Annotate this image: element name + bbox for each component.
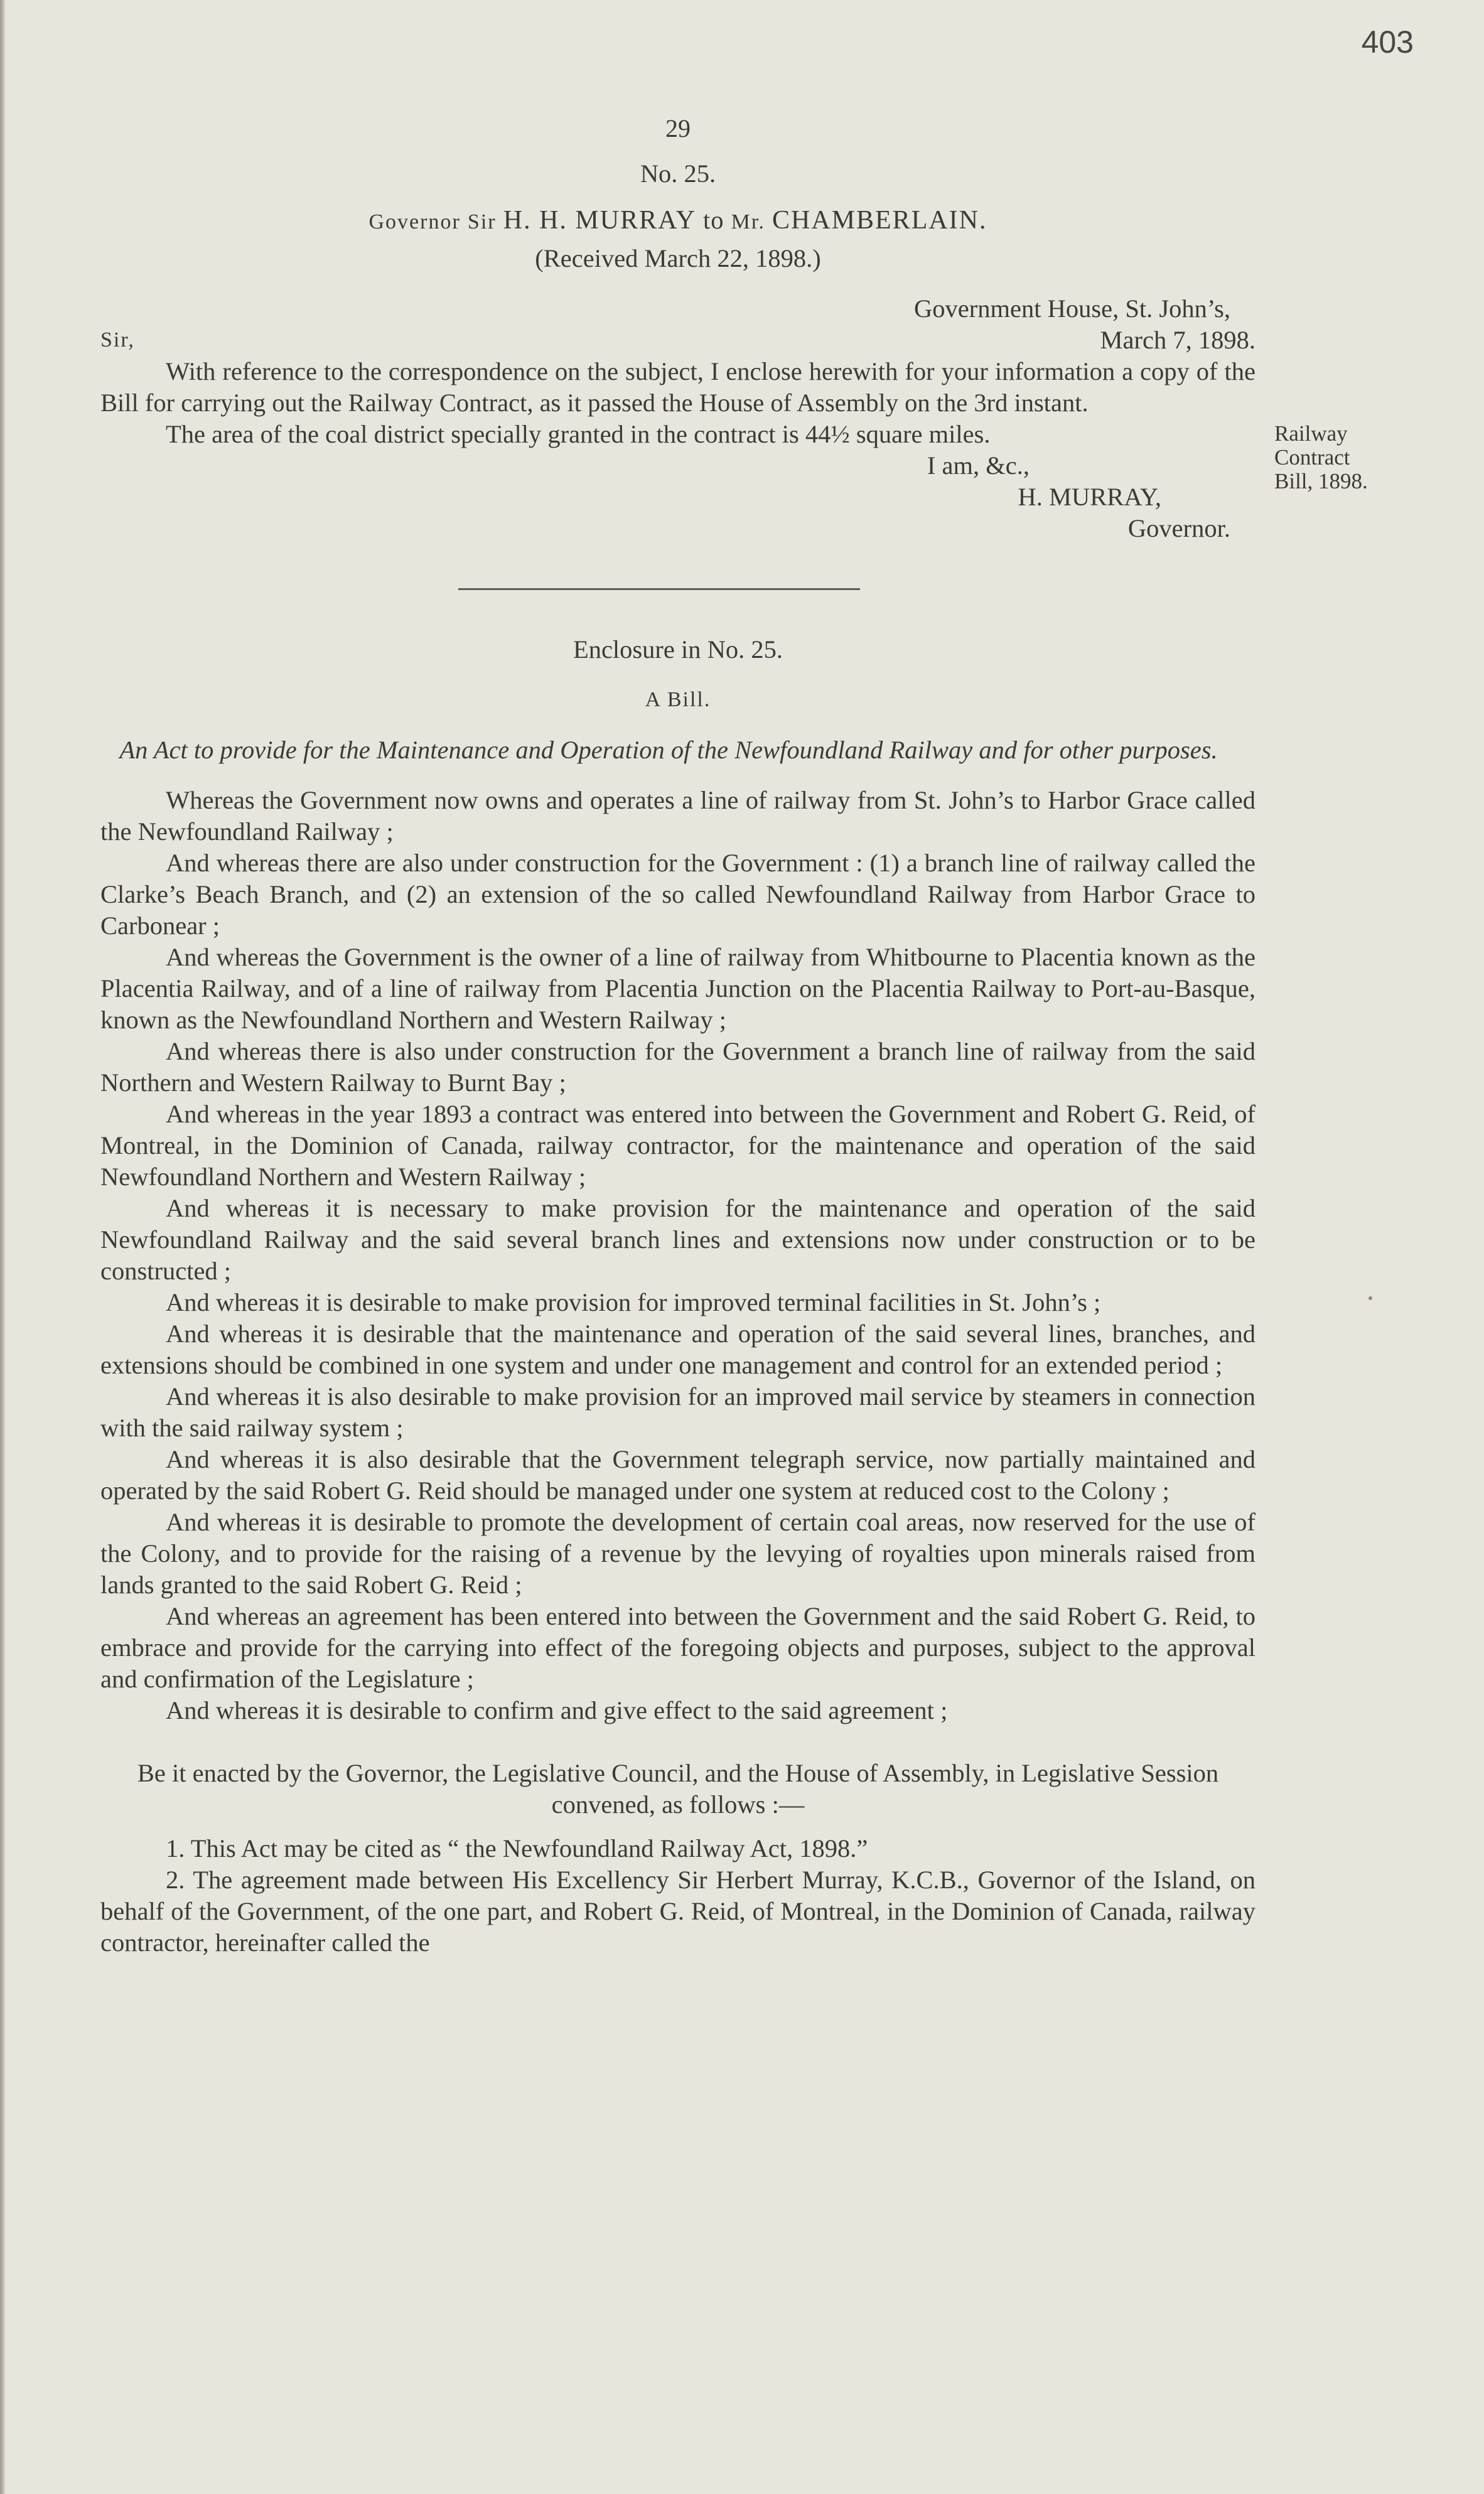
whereas-paragraph: And whereas the Government is the owner of a line of railway from Whitbourne to Placentia known as the Placentia Railway, and of a line of railway from Placentia Junction on the Placentia Railway to Port-au-Basque, known as the Newfoundland Northern and Western Railway ; [100, 943, 1255, 1034]
letter-paragraph: With reference to the correspondence on the subject, I enclose herewith for your information a copy of the Bill for carrying out the Railway Contract, as it passed the House of Assembly on the 3rd instant. [100, 357, 1255, 417]
heading-to: to [703, 206, 724, 234]
signature: H. MURRAY, [1018, 483, 1161, 511]
letter-paragraph: The area of the coal district specially granted in the contract is 44½ square miles. [166, 420, 991, 448]
margin-note [1274, 422, 1412, 493]
whereas-paragraph: Whereas the Government now owns and operates a line of railway from St. John’s to Harbor Grace called the Newfoundland Railway ; [100, 786, 1255, 846]
archive-page-number: 403 [1361, 24, 1414, 60]
sender-address: Government House, St. John’s, [914, 294, 1230, 323]
bill-heading: A Bill. [645, 688, 711, 711]
whereas-paragraph: And whereas there are also under construction for the Government : (1) a branch line of railway called the Clarke’s Beach Branch, and (2) an extension of the so called Newfoundland Railway from Harbor Grace to Carbonear ; [100, 849, 1255, 940]
spacer [100, 1726, 1255, 1758]
heading-sir: Sir [467, 210, 497, 234]
whereas-paragraph: And whereas it is also desirable that the Government telegraph service, now partially maintained and operated by the said Robert G. Reid should be managed under one system at reduced cost to the Colony ; [100, 1445, 1255, 1505]
whereas-paragraph: And whereas an agreement has been entered into between the Government and the said Robert G. Reid, to embrace and provide for the carrying into effect of the foregoing objects and purposes, subject to the approval and confirmation of the Legislature ; [100, 1602, 1255, 1693]
page-edge [0, 0, 5, 2494]
divider-rule [458, 588, 860, 590]
salutation-row [100, 325, 1255, 356]
whereas-paragraph: And whereas it is desirable to make provision for improved terminal facilities in St. John’s ; [166, 1288, 1101, 1316]
heading-recipient: CHAMBERLAIN. [772, 206, 987, 235]
whereas-paragraph: And whereas there is also under construction for the Government a branch line of railway from the said Northern and Western Railway to Burnt Bay ; [100, 1037, 1255, 1097]
paper-speck [1368, 1296, 1372, 1300]
section-paragraph: 2. The agreement made between His Excellency Sir Herbert Murray, K.C.B., Governor of the Island, on behalf of the Government, of the one part, and Robert G. Reid, of Montreal, in the Dominion of Canada, railway contractor, hereinafter called the [100, 1866, 1255, 1957]
whereas-paragraph: And whereas in the year 1893 a contract was entered into between the Government and Robert G. Reid, of Montreal, in the Dominion of Canada, railway contractor, for the maintenance and operation of the said Newfoundland Northern and Western Railway ; [100, 1100, 1255, 1191]
letter-date: March 7, 1898. [1100, 326, 1255, 354]
whereas-paragraph: And whereas it is desirable to promote the development of certain coal areas, now reserved for the use of the Colony, and to provide for the raising of a revenue by the levying of royalties upon minerals raised from lands granted to the said Robert G. Reid ; [100, 1508, 1255, 1599]
signature-title: Governor. [1127, 514, 1230, 542]
closing-line: I am, &c., [927, 451, 1030, 480]
whereas-paragraph: And whereas it is also desirable to make provision for an improved mail service by steamers in connection with the said railway system ; [100, 1382, 1255, 1442]
whereas-paragraph: And whereas it is necessary to make provision for the maintenance and operation of the said Newfoundland Railway and the said several branch lines and extensions now under construction or to be constructed ; [100, 1194, 1255, 1285]
margin-note-line: Railway [1274, 421, 1348, 446]
printed-page-number: 29 [665, 114, 691, 142]
enclosure-heading: Enclosure in No. 25. [573, 635, 783, 664]
act-title: An Act to provide for the Maintenance and Operation of the Newfoundland Railway and for other purposes. [119, 736, 1218, 764]
whereas-paragraph: And whereas it is desirable that the maintenance and operation of the said several lines, branches, and extensions should be combined in one system and under one management and control for an extended period ; [100, 1320, 1255, 1379]
letter-heading [100, 205, 1255, 238]
received-date: (Received March 22, 1898.) [535, 244, 821, 272]
heading-name: H. H. MURRAY [503, 206, 696, 235]
whereas-paragraph: And whereas it is desirable to confirm and give effect to the said agreement ; [166, 1696, 948, 1724]
document-number: No. 25. [640, 159, 716, 188]
margin-note-line: Contract [1274, 445, 1350, 470]
enacting-clause: Be it enacted by the Governor, the Legislative Council, and the House of Assembly, in Legislative Session convened, as follows :— [137, 1759, 1219, 1819]
heading-mr: Mr. [731, 210, 765, 234]
margin-note-line: Bill, 1898. [1274, 469, 1368, 493]
document-body [100, 113, 1255, 1959]
salutation: Sir, [100, 328, 135, 352]
heading-governor: Governor [368, 210, 461, 234]
section-paragraph: 1. This Act may be cited as “ the Newfoundland Railway Act, 1898.” [166, 1834, 868, 1862]
